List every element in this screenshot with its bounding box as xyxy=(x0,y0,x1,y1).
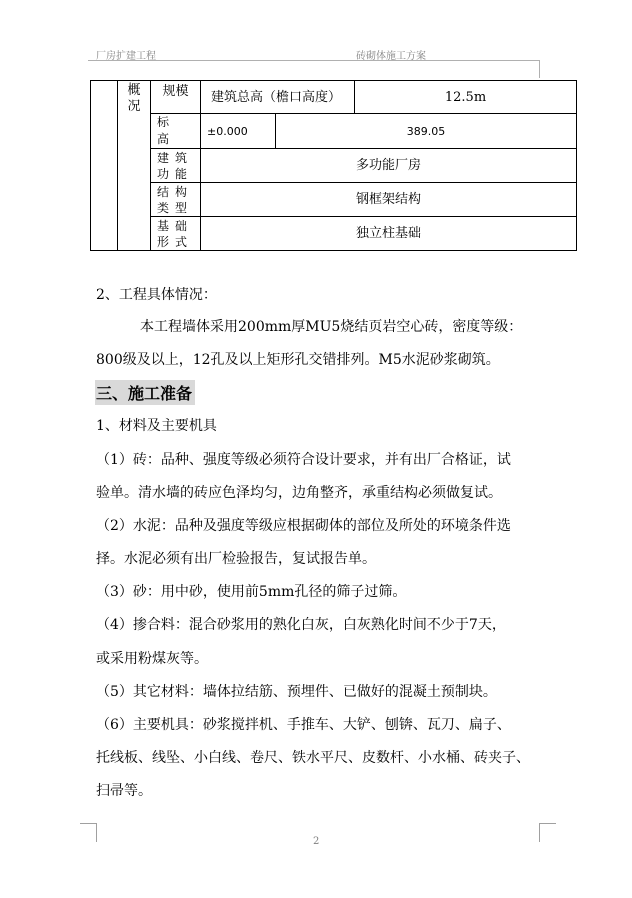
subheading-materials: 1、材料及主要机具 xyxy=(96,418,217,434)
header-corner-mark xyxy=(539,60,540,78)
row-structure-value: 钢框架结构 xyxy=(201,183,577,217)
item-sand: （3）砂：用中砂，使用前5mm孔径的筛子过筛。 xyxy=(96,584,407,600)
item-cement-line2: 择。水泥必须有出厂检验报告，复试报告单。 xyxy=(96,551,376,567)
paragraph-wall-line2: 800级及以上，12孔及以上矩形孔交错排列。M5水泥砂浆砌筑。 xyxy=(96,352,500,368)
page-number: 2 xyxy=(313,836,320,847)
row-label-structure: 结构类型 xyxy=(151,183,201,217)
row-label-elevation: 标 高 xyxy=(151,114,201,149)
item-tools-line3: 扫帚等。 xyxy=(96,783,152,799)
section-label-cell xyxy=(118,81,151,251)
header-rule xyxy=(88,60,540,61)
item-brick-line2: 验单。清水墙的砖应色泽均匀，边角整齐，承重结构必须做复试。 xyxy=(96,485,502,501)
project-overview-table xyxy=(90,80,577,251)
footer-corner-mark-right xyxy=(539,823,556,842)
row-label-scale: 规模 xyxy=(151,81,201,114)
paragraph-wall-line1: 本工程墙体采用200mm厚MU5烧结页岩空心砖，密度等级： xyxy=(140,319,523,335)
item-cement-line1: （2）水泥：品种及强度等级应根据砌体的部位及所处的环境条件选 xyxy=(96,518,511,534)
row-elevation-col3: 389.05 xyxy=(276,114,577,149)
subheading-project-details: 2、工程具体情况： xyxy=(96,287,217,303)
item-tools-line1: （6）主要机具：砂浆搅拌机、手推车、大铲、刨锛、瓦刀、扁子、 xyxy=(96,717,511,733)
item-other-materials: （5）其它材料：墙体拉结筋、预埋件、已做好的混凝土预制块。 xyxy=(96,684,497,700)
row-elevation-col2: ±0.000 xyxy=(201,114,276,149)
row-scale-col2: 建筑总高（檐口高度） xyxy=(201,81,355,114)
header-right: 砖砌体施工方案 xyxy=(356,51,426,62)
header-left: 厂房扩建工程 xyxy=(96,51,156,62)
table-blank-column xyxy=(91,81,118,251)
item-tools-line2: 托线板、线坠、小白线、卷尺、铁水平尺、皮数杆、小水桶、砖夹子、 xyxy=(96,750,530,766)
section-label: 概况 xyxy=(127,83,141,114)
row-foundation-value: 独立柱基础 xyxy=(201,217,577,251)
row-label-function: 建筑功能 xyxy=(151,149,201,183)
row-scale-col3: 12.5m xyxy=(355,81,577,114)
footer-corner-mark-left xyxy=(80,823,97,842)
row-function-value: 多功能厂房 xyxy=(201,149,577,183)
item-brick-line1: （1）砖：品种、强度等级必须符合设计要求，并有出厂合格证，试 xyxy=(96,452,511,468)
item-admixture-line1: （4）掺合料：混合砂浆用的熟化白灰，白灰熟化时间不少于7天， xyxy=(96,617,506,633)
item-admixture-line2: 或采用粉煤灰等。 xyxy=(96,651,208,667)
section-heading-construction-prep: 三、施工准备 xyxy=(95,380,195,405)
row-label-foundation: 基础形式 xyxy=(151,217,201,251)
